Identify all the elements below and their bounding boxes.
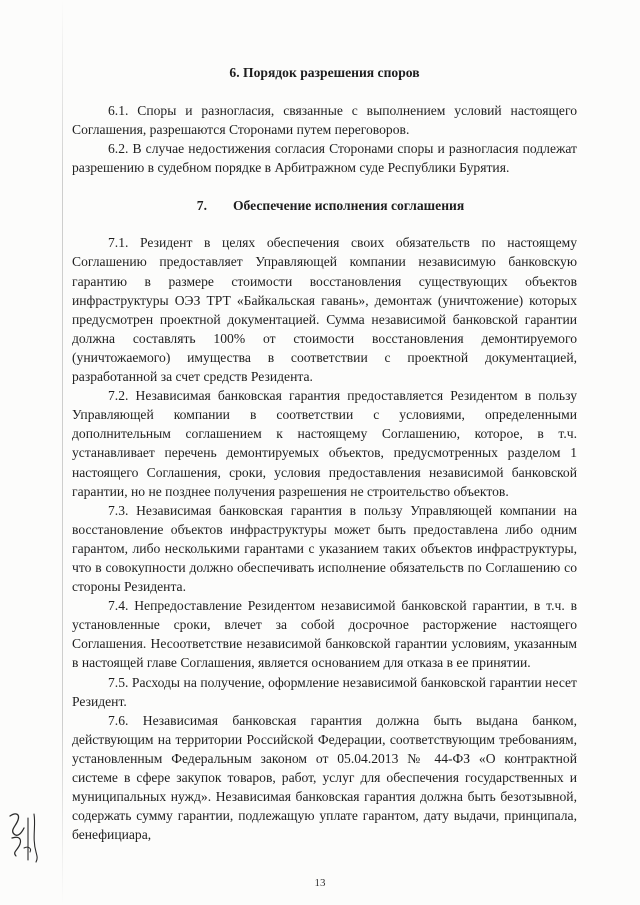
document-body [72, 58, 577, 844]
paragraph-7-2: 7.2. Независимая банковская гарантия предоставляется Резидентом в пользу Управляющей компании в соответствии с условиями, определенными дополнительным соглашением к настоящему Соглашению, которое, в т.ч. устанавливает перечень демонтируемых объектов, предусмотренных разделом 1 настоящего Соглашения, сроки, условия предоставления независимой банковской гарантии, но не позднее получения разрешения не строительство объектов. [72, 388, 577, 499]
paragraph-7-5: 7.5. Расходы на получение, оформление независимой банковской гарантии несет Резидент. [72, 674, 577, 709]
paragraph-6-1: 6.1. Споры и разногласия, связанные с выполнением условий настоящего Соглашения, разрешаются Сторонами путем переговоров. [72, 103, 577, 138]
paragraph-7-6: 7.6. Независимая банковская гарантия должна быть выдана банком, действующим на территории Российской Федерации, соответствующим требованиям, установленным Федеральным законом от 05.04.2013 № 44-ФЗ «О контрактной системе в сфере закупок товаров, работ, услуг для обеспечения государственных и муниципальных нужд». Независимая банковская гарантия должна быть безотзывной, содержать сумму гарантии, подлежащую уплате гарантом, дату выдачи, принципала, бенефициара, [72, 712, 577, 843]
section-6-heading: 6. Порядок разрешения споров [229, 65, 420, 80]
paragraph-7-4: 7.4. Непредоставление Резидентом независимой банковской гарантии, в т.ч. в установленные сроки, влечет за собой досрочное расторжение настоящего Соглашения. Несоответствие независимой банковской гарантии условиям, указанным в настоящей главе Соглашения, является основанием для отказа в ее принятии. [72, 598, 577, 671]
scan-margin-line [62, 0, 63, 905]
section-7-number: 7. [196, 198, 207, 214]
section-7-heading [72, 196, 577, 215]
paragraph-7-1: 7.1. Резидент в целях обеспечения своих обязательств по настоящему Соглашению предоставляет Управляющей компании независимую банковскую гарантию в размере стоимости восстановления существующих объектов инфраструктуры ОЭЗ ТРТ «Байкальская гавань», демонтаж (уничтожение) которых предусмотрен проектной документацией. Сумма независимой банковской гарантии должна составлять 100% от стоимости восстановления демонтируемого (уничтожаемого) имущества в соответствии с проектной документацией, разработанной за счет средств Резидента. [72, 235, 577, 385]
page-number: 13 [314, 877, 326, 889]
paragraph-6-2: 6.2. В случае недостижения согласия Сторонами споры и разногласия подлежат разрешению в судебном порядке в Арбитражном суде Республики Бурятия. [72, 141, 577, 176]
section-7-title: Обеспечение исполнения соглашения [232, 198, 465, 214]
handwritten-initials-signature [6, 808, 44, 866]
paragraph-7-3: 7.3. Независимая банковская гарантия в пользу Управляющей компании на восстановление объектов инфраструктуры может быть предоставлена либо одним гарантом, либо несколькими гарантами с указанием таких объектов инфраструктуры, что в совокупности должно обеспечивать исполнение обязательств по Соглашению со стороны Резидента. [72, 502, 577, 595]
